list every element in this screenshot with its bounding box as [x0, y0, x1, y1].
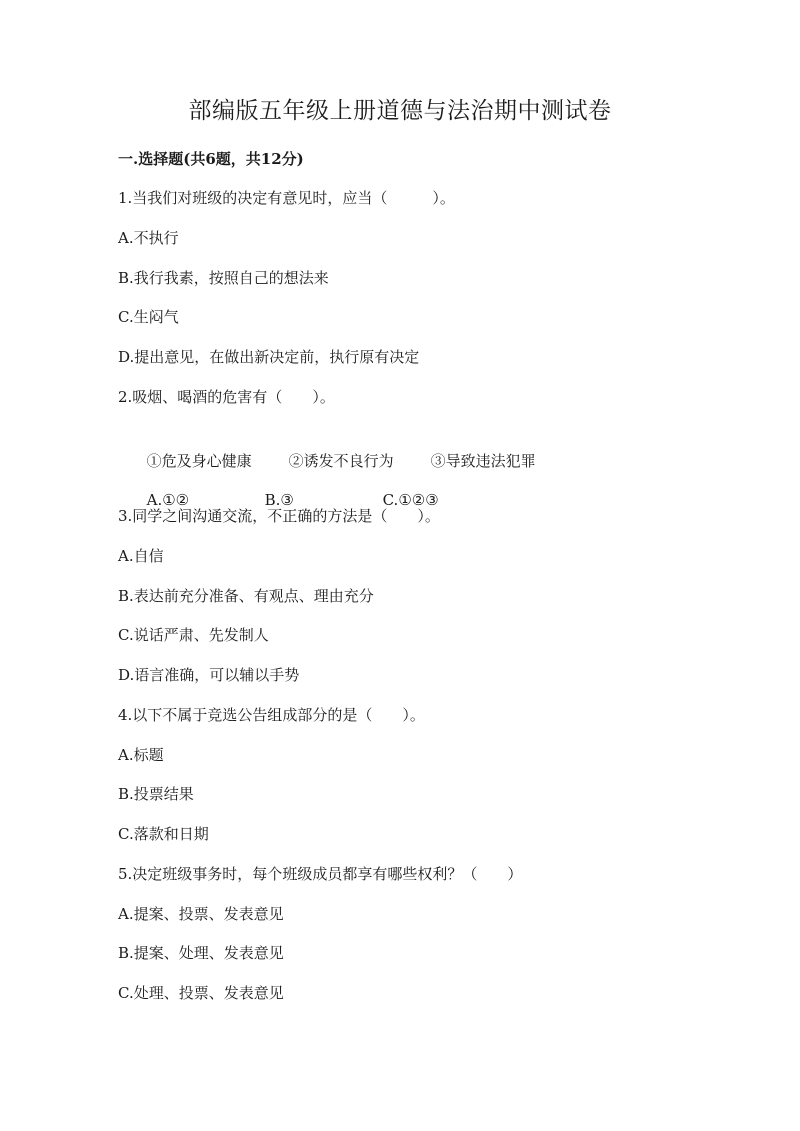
option-a: A.自信 — [118, 546, 164, 565]
statement-row — [118, 425, 778, 470]
option-a: A.①② — [146, 491, 190, 510]
question-stem: 4.以下不属于竞选公告组成部分的是（ ）。 — [118, 705, 425, 724]
option-c: C.处理、投票、发表意见 — [118, 984, 284, 1002]
option-a: A.提案、投票、发表意见 — [118, 904, 284, 923]
option-d: D.提出意见，在做出新决定前，执行原有决定 — [118, 348, 420, 366]
option-c: C.落款和日期 — [118, 825, 209, 843]
option-b: B.表达前充分准备、有观点、理由充分 — [118, 586, 374, 605]
option-a: A.标题 — [118, 745, 164, 764]
option-d: D.语言准确，可以辅以手势 — [118, 666, 300, 684]
option-b: B.③ — [264, 491, 294, 510]
question-list — [118, 186, 778, 1021]
option-b: B.我行我素，按照自己的想法来 — [118, 268, 329, 287]
option-b: B.投票结果 — [118, 785, 194, 804]
option-a: A.不执行 — [118, 228, 179, 247]
option-c: C.①②③ — [382, 491, 439, 510]
question-stem: 1.当我们对班级的决定有意见时，应当（ ）。 — [118, 189, 455, 207]
question-stem: 5.决定班级事务时，每个班级成员都享有哪些权利？（ ） — [118, 864, 523, 883]
option-c: C.生闷气 — [118, 308, 179, 327]
option-c: C.说话严肃、先发制人 — [118, 626, 269, 645]
statement-1: ①危及身心健康 — [146, 451, 252, 470]
question-stem: 3.同学之间沟通交流，不正确的方法是（ ）。 — [118, 507, 440, 525]
question-stem: 2.吸烟、喝酒的危害有（ ）。 — [118, 387, 335, 406]
statement-2: ②诱发不良行为 — [288, 451, 394, 470]
section-heading: 一.选择题(共6题，共12分) — [118, 150, 304, 168]
statement-3: ③导致违法犯罪 — [430, 451, 536, 470]
option-b: B.提案、处理、发表意见 — [118, 944, 284, 963]
exam-title: 部编版五年级上册道德与法治期中测试卷 — [188, 98, 612, 124]
